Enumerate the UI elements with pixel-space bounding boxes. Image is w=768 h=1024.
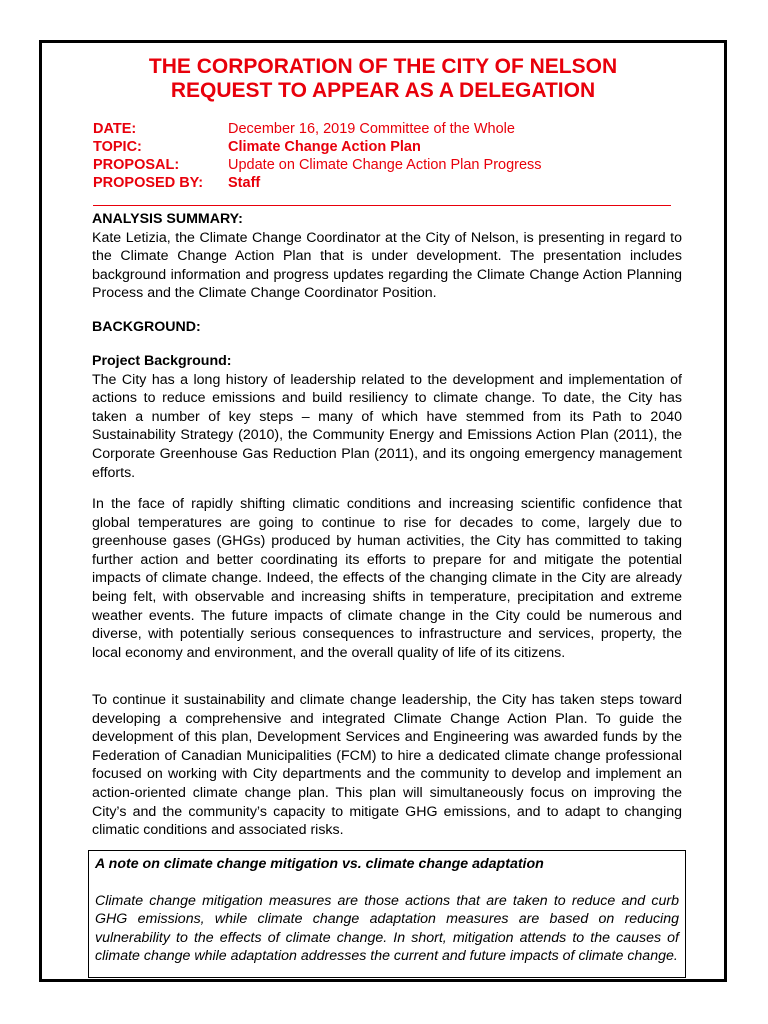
- note-title: A note on climate change mitigation vs. climate change adaptation: [95, 856, 544, 872]
- mitigation-note-box: [88, 850, 686, 978]
- proposed-by-label: PROPOSED BY:: [93, 175, 204, 191]
- proposal-label: PROPOSAL:: [93, 157, 180, 173]
- background-section: [92, 318, 682, 337]
- date-label: DATE:: [93, 121, 137, 137]
- topic-label: TOPIC:: [93, 139, 142, 155]
- divider-rule: [93, 205, 671, 206]
- background-paragraph-2: In the face of rapidly shifting climatic conditions and increasing scientific confidence that global temperatures are going to continue to rise for decades to come, largely due to greenhouse gases (GHGs) produced by human activities, the City has committed to taking further action and better coordinating its efforts to prepare for and mitigate the potential impacts of climate change. Indeed, the effects of the changing climate in the City are already being felt, with observable and increasing shifts in temperature, precipitation and extreme weather events. The future impacts of climate change in the City could be numerous and diverse, with potentially serious consequences to infrastructure and services, property, the local economy and environment, and the overall quality of life of its citizens.: [92, 496, 682, 661]
- meta-row-topic: [93, 138, 683, 156]
- date-value: December 16, 2019 Committee of the Whole: [228, 121, 515, 137]
- meta-row-proposed-by: [93, 174, 683, 192]
- meta-row-date: [93, 120, 683, 138]
- background-paragraph-3-block: [92, 691, 682, 840]
- title-line-1: THE CORPORATION OF THE CITY OF NELSON: [148, 55, 618, 78]
- note-text: Climate change mitigation measures are those actions that are taken to reduce and curb GHG emissions, while climate change adaptation measures are based on reducing vulnerability to the effects of climate change. In short, mitigation attends to the causes of climate change while adaptation addresses the current and future impacts of climate change.: [95, 892, 679, 965]
- background-heading: BACKGROUND:: [92, 319, 201, 335]
- background-paragraph-1: The City has a long history of leadership related to the development and implementation of actions to reduce emissions and build resiliency to climate change. To date, the City has taken a number of key steps – many of which have stemmed from its Path to 2040 Sustainability Strategy (2010), the Community Energy and Emissions Action Plan (2011), the Corporate Greenhouse Gas Reduction Plan (2011), and its ongoing emergency management efforts.: [92, 371, 682, 481]
- note-spacer: [95, 874, 679, 892]
- document-page: [39, 40, 727, 982]
- project-background-heading: Project Background:: [92, 353, 232, 369]
- analysis-text: Kate Letizia, the Climate Change Coordinator at the City of Nelson, is presenting in regard to the Climate Change Action Plan that is under development. The presentation includes background information and progress updates regarding the Climate Change Action Planning Process and the Climate Change Coordinator Position.: [92, 229, 682, 302]
- meta-row-proposal: [93, 156, 683, 174]
- proposal-value: Update on Climate Change Action Plan Progress: [228, 157, 542, 173]
- proposed-by-value: Staff: [228, 175, 261, 191]
- title-line-2: REQUEST TO APPEAR AS A DELEGATION: [170, 79, 596, 102]
- topic-value: Climate Change Action Plan: [228, 139, 421, 155]
- analysis-section: [92, 210, 682, 303]
- project-background-section: [92, 352, 682, 482]
- meta-block: [93, 120, 683, 192]
- background-paragraph-3: To continue it sustainability and climate change leadership, the City has taken steps toward developing a comprehensive and integrated Climate Change Action Plan. To guide the development of this plan, Development Services and Engineering was awarded funds by the Federation of Canadian Municipalities (FCM) to hire a dedicated climate change professional focused on working with City departments and the community to develop and implement an action-oriented climate change plan. This plan will simultaneously focus on improving the City’s and the community’s capacity to mitigate GHG emissions, and to adapt to changing climatic conditions and associated risks.: [92, 692, 682, 839]
- background-paragraph-2-block: [92, 495, 682, 662]
- analysis-heading: ANALYSIS SUMMARY:: [92, 211, 243, 227]
